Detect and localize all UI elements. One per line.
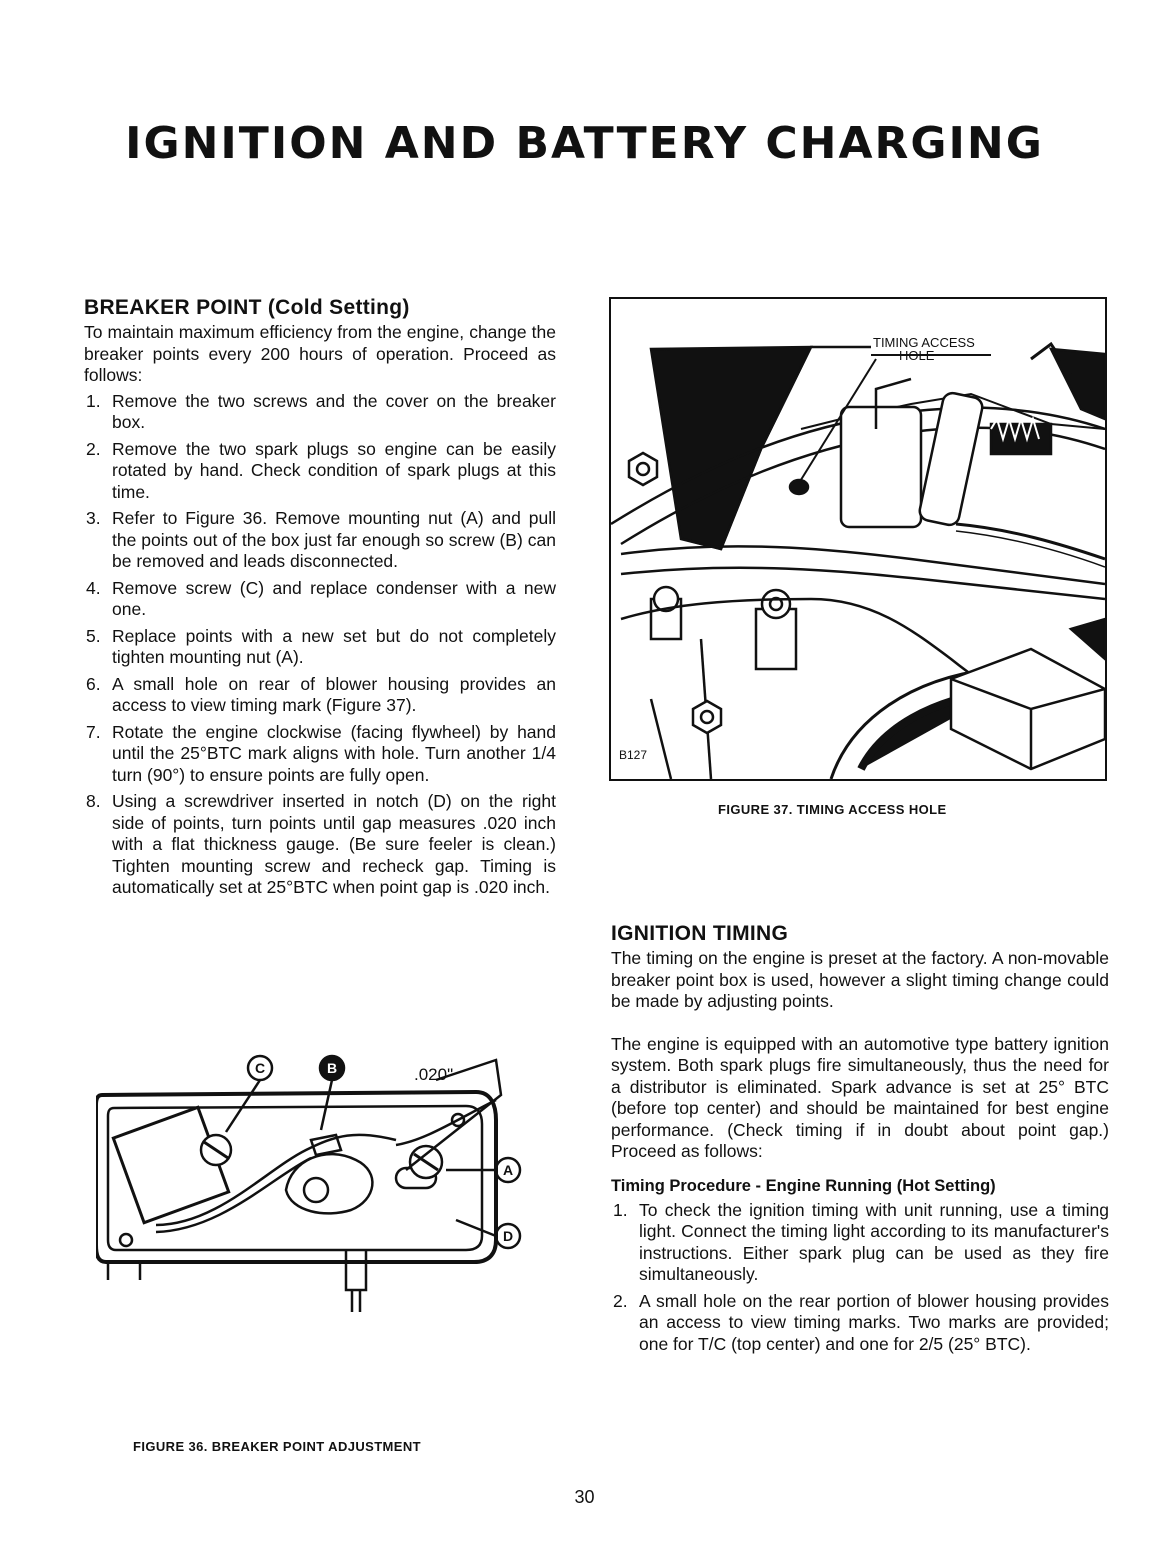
list-item: 3. Refer to Figure 36. Remove mounting nut (A) and pull the points out of the box just far enough so screw (B) can be removed and leads disconnected. [86, 508, 556, 571]
list-item: 1. To check the ignition timing with unit running, use a timing light. Connect the timing light according to its manufacturer's instructions. Either spark plug can be used as they fire simultaneously. [613, 1199, 1109, 1284]
list-item: 6. A small hole on rear of blower housing provides an access to view timing mark (Figure 37). [86, 673, 556, 715]
figure-37-illustration [609, 297, 1107, 781]
label-c: C [254, 1060, 266, 1076]
ignition-timing-para2: The engine is equipped with an automotive type battery ignition system. Both spark plugs fire simultaneously, thus the need for a distributor is eliminated. Spark advance is set at 25° BTC (before top center) and should be maintained for best engine performance. (Check timing if in doubt about point gap.) Proceed as follows: [611, 1033, 1109, 1161]
list-item: 1. Remove the two screws and the cover on the breaker box. [86, 390, 556, 432]
breaker-point-section [84, 296, 556, 904]
timing-access-label: TIMING ACCESS [873, 335, 975, 350]
timing-procedure-steps [611, 1200, 1109, 1356]
figure-37-caption: FIGURE 37. TIMING ACCESS HOLE [718, 802, 947, 817]
breaker-point-heading: BREAKER POINT (Cold Setting) [84, 296, 410, 319]
breaker-point-intro: To maintain maximum efficiency from the engine, change the breaker points every 200 hours of operation. Proceed as follows: [84, 322, 556, 385]
engine-illustration [611, 299, 1105, 779]
timing-procedure-subheading: Timing Procedure - Engine Running (Hot Setting) [611, 1176, 996, 1195]
page-number: 30 [574, 1487, 595, 1507]
ignition-timing-heading: IGNITION TIMING [611, 922, 789, 945]
list-item: 5. Replace points with a new set but do not completely tighten mounting nut (A). [86, 625, 556, 667]
page-title: IGNITION AND BATTERY CHARGING [125, 118, 1044, 169]
list-item: 4. Remove screw (C) and replace condenser with a new one. [86, 577, 556, 619]
breaker-point-steps [84, 391, 556, 899]
ignition-timing-section [611, 922, 1109, 1360]
label-b: B [326, 1060, 338, 1076]
label-d: D [502, 1228, 514, 1244]
list-item: 2. Remove the two spark plugs so engine can be easily rotated by hand. Check condition of spark plugs at this time. [86, 438, 556, 502]
ignition-timing-para1: The timing on the engine is preset at the factory. A non-movable breaker point box is used, however a slight timing change could be made by adjusting points. [611, 948, 1109, 1011]
gap-label: .020" [414, 1065, 454, 1084]
label-a: A [502, 1162, 514, 1178]
figure-code: B127 [619, 748, 648, 762]
figure-36-illustration [96, 1050, 536, 1315]
list-item: 8. Using a screwdriver inserted in notch (D) on the right side of points, turn points until gap measures .020 inch with a flat thickness gauge. (Be sure feeler is clean.) Tighten mounting screw and recheck gap. Timing is automatically set at 25°BTC when point gap is .020 inch. [86, 791, 556, 897]
list-item: 7. Rotate the engine clockwise (facing flywheel) by hand until the 25°BTC mark aligns with hole. Turn another 1/4 turn (90°) to ensure points are fully open. [86, 721, 556, 785]
figure-36-caption: FIGURE 36. BREAKER POINT ADJUSTMENT [133, 1439, 421, 1454]
hole-label: HOLE [899, 348, 935, 363]
breaker-box-illustration [96, 1050, 536, 1315]
list-item: 2. A small hole on the rear portion of blower housing provides an access to view timing marks. Two marks are provided; one for T/C (top center) and one for 2/5 (25° BTC). [613, 1290, 1109, 1354]
